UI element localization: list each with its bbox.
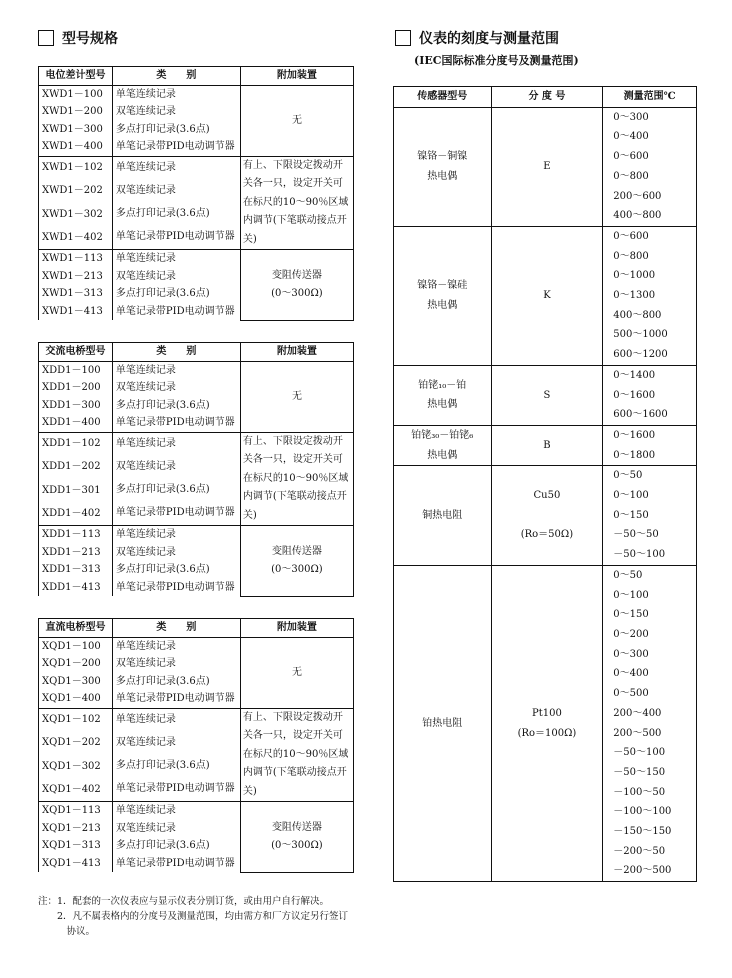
- graduation-text: [494, 506, 601, 526]
- table-row: [39, 85, 354, 103]
- model-cell: XWD1－413: [39, 303, 113, 321]
- attachment-cell: [240, 637, 353, 708]
- range-cell: 200～600: [603, 187, 697, 207]
- range-cell: 0～800: [603, 247, 697, 267]
- measurement-range-table: [393, 86, 697, 882]
- range-cell: 400～800: [603, 306, 697, 326]
- category-cell: 单笔连续记录: [112, 156, 240, 180]
- category-cell: 单笔记录带PID电动调节器: [112, 226, 240, 250]
- model-cell: XDD1－200: [39, 379, 113, 397]
- range-cell: －50～100: [603, 545, 697, 565]
- range-cell: 200～500: [603, 724, 697, 744]
- category-cell: 单笔记录带PID电动调节器: [112, 303, 240, 321]
- table-row: [39, 802, 354, 820]
- model-cell: XQD1－302: [39, 755, 113, 778]
- model-cell: XQD1－413: [39, 855, 113, 873]
- range-cell: 0～100: [603, 586, 697, 606]
- range-cell: 600～1200: [603, 345, 697, 365]
- model-cell: XDD1－102: [39, 432, 113, 456]
- table-header-cell: 附加装置: [240, 619, 353, 638]
- graduation-text: Cu50: [533, 490, 561, 502]
- right-title-text: 仪表的刻度与测量范围: [419, 31, 559, 47]
- table-row: [394, 425, 697, 445]
- category-cell: 双笔连续记录: [112, 655, 240, 673]
- sensor-text: 铂铑₃₀－铂铑₆: [411, 429, 474, 441]
- category-cell: 单笔连续记录: [112, 432, 240, 456]
- table-header-cell: 附加装置: [240, 67, 353, 86]
- range-cell: 0～1600: [603, 386, 697, 406]
- table-header-cell: 类 别: [112, 67, 240, 86]
- range-cell: 0～1800: [603, 446, 697, 466]
- category-cell: 单笔连续记录: [112, 361, 240, 379]
- sensor-cell: [394, 226, 492, 365]
- range-cell: －200～500: [603, 861, 697, 881]
- note-line: 2．凡不属表格内的分度号及测量范围，均由需方和厂方议定另行签订: [38, 911, 349, 922]
- sensor-text: 铂热电阻: [422, 717, 463, 729]
- attachment-cell: [240, 85, 353, 156]
- model-cell: XWD1－313: [39, 285, 113, 303]
- sensor-text: 铜热电阻: [422, 509, 463, 521]
- table-header-cell: 分 度 号: [491, 87, 603, 108]
- checkbox-square-icon: [38, 30, 54, 46]
- footnotes: [38, 894, 348, 939]
- category-cell: 单笔连续记录: [112, 802, 240, 820]
- category-cell: 双笔连续记录: [112, 456, 240, 479]
- category-cell: 双笔连续记录: [112, 103, 240, 121]
- sensor-cell: [394, 565, 492, 881]
- attachment-cell: [240, 361, 353, 432]
- attachment-text: 变阻传送器: [271, 821, 322, 833]
- category-cell: 多点打印记录(3.6点): [112, 837, 240, 855]
- range-cell: －100～50: [603, 783, 697, 803]
- category-cell: 双笔连续记录: [112, 544, 240, 562]
- graduation-cell: [491, 565, 603, 881]
- model-cell: XDD1－202: [39, 456, 113, 479]
- model-cell: XDD1－413: [39, 579, 113, 597]
- model-cell: XWD1－402: [39, 226, 113, 250]
- range-cell: 0～600: [603, 147, 697, 167]
- attachment-text: (0～300Ω): [271, 839, 323, 851]
- graduation-text: E: [543, 160, 551, 172]
- attachment-text: (0～300Ω): [271, 563, 323, 575]
- sensor-cell: [394, 425, 492, 465]
- category-cell: 双笔连续记录: [112, 379, 240, 397]
- table-row: [394, 466, 697, 486]
- range-cell: 0～150: [603, 506, 697, 526]
- table-header-cell: 类 别: [112, 343, 240, 362]
- sensor-text: 热电偶: [427, 449, 458, 461]
- range-cell: －150～150: [603, 822, 697, 842]
- category-cell: 多点打印记录(3.6点): [112, 673, 240, 691]
- range-cell: 0～400: [603, 127, 697, 147]
- model-cell: XQD1－100: [39, 637, 113, 655]
- model-cell: XQD1－400: [39, 690, 113, 708]
- attachment-text: 有上、下限设定拨动开关各一只，设定开关可在标尺的10～90％区域内调节(下笔联动接点开关): [242, 711, 349, 797]
- table-row: [39, 637, 354, 655]
- graduation-cell: [491, 425, 603, 465]
- table-row: [394, 565, 697, 585]
- left-title-text: 型号规格: [62, 31, 118, 47]
- graduation-text: Pt100: [532, 707, 562, 719]
- graduation-text: K: [543, 290, 551, 302]
- model-cell: XWD1－102: [39, 156, 113, 180]
- model-cell: XDD1－113: [39, 526, 113, 544]
- category-cell: 多点打印记录(3.6点): [112, 121, 240, 139]
- category-cell: 单笔连续记录: [112, 526, 240, 544]
- category-cell: 单笔连续记录: [112, 85, 240, 103]
- category-cell: 多点打印记录(3.6点): [112, 203, 240, 226]
- range-cell: 0～800: [603, 167, 697, 187]
- model-cell: XWD1－100: [39, 85, 113, 103]
- attachment-text: 无: [291, 666, 302, 678]
- model-spec-table: [38, 66, 354, 321]
- attachment-text: 变阻传送器: [271, 545, 322, 557]
- model-cell: XWD1－300: [39, 121, 113, 139]
- model-cell: XDD1－402: [39, 502, 113, 526]
- model-cell: XQD1－200: [39, 655, 113, 673]
- sensor-cell: [394, 107, 492, 226]
- model-cell: XDD1－300: [39, 397, 113, 415]
- table-row: [394, 226, 697, 246]
- sensor-text: 铂铑₁₀－铂: [418, 379, 467, 391]
- attachment-text: 有上、下限设定拨动开关各一只，设定开关可在标尺的10～90％区域内调节(下笔联动接点开关): [242, 159, 349, 245]
- model-cell: XWD1－400: [39, 138, 113, 156]
- range-cell: 0～300: [603, 645, 697, 665]
- category-cell: 多点打印记录(3.6点): [112, 561, 240, 579]
- model-cell: XDD1－213: [39, 544, 113, 562]
- table-header-cell: 类 别: [112, 619, 240, 638]
- attachment-cell: [240, 708, 353, 802]
- range-cell: 0～300: [603, 107, 697, 127]
- model-spec-table: [38, 618, 354, 873]
- model-cell: XDD1－301: [39, 479, 113, 502]
- model-cell: XDD1－400: [39, 414, 113, 432]
- graduation-cell: [491, 365, 603, 425]
- model-cell: XWD1－200: [39, 103, 113, 121]
- sensor-text: 镍铬－镍硅: [417, 280, 468, 292]
- range-cell: 0～600: [603, 226, 697, 246]
- sensor-cell: [394, 365, 492, 425]
- table-row: [394, 107, 697, 127]
- category-cell: 多点打印记录(3.6点): [112, 285, 240, 303]
- checkbox-square-icon: [395, 30, 411, 46]
- table-header-cell: 传感器型号: [394, 87, 492, 108]
- table-row: [39, 526, 354, 544]
- model-cell: XDD1－313: [39, 561, 113, 579]
- model-cell: XQD1－102: [39, 708, 113, 732]
- category-cell: 单笔记录带PID电动调节器: [112, 138, 240, 156]
- range-cell: 0～150: [603, 605, 697, 625]
- range-cell: 0～1600: [603, 425, 697, 445]
- table-row: [39, 432, 354, 456]
- model-spec-table: [38, 342, 354, 597]
- table-header-cell: 电位差计型号: [39, 67, 113, 86]
- model-cell: XQD1－402: [39, 778, 113, 802]
- table-row: [39, 156, 354, 180]
- sensor-cell: [394, 466, 492, 566]
- sensor-text: 热电偶: [427, 399, 458, 411]
- range-cell: －100～100: [603, 802, 697, 822]
- attachment-text: 变阻传送器: [271, 269, 322, 281]
- graduation-text: (Ro＝50Ω): [520, 529, 574, 541]
- sensor-text: 热电偶: [427, 299, 458, 311]
- range-cell: 0～400: [603, 664, 697, 684]
- category-cell: 单笔记录带PID电动调节器: [112, 855, 240, 873]
- range-cell: 0～1400: [603, 365, 697, 385]
- range-cell: 400～800: [603, 206, 697, 226]
- sensor-text: 镍铬－铜镍: [417, 151, 468, 163]
- table-row: [39, 708, 354, 732]
- attachment-cell: [240, 250, 353, 321]
- category-cell: 单笔记录带PID电动调节器: [112, 690, 240, 708]
- note-line: 协议。: [38, 926, 96, 937]
- range-cell: －50～150: [603, 763, 697, 783]
- right-section-title: [395, 28, 559, 48]
- range-cell: －50～50: [603, 525, 697, 545]
- left-section-title: [38, 28, 118, 48]
- category-cell: 单笔连续记录: [112, 708, 240, 732]
- category-cell: 单笔记录带PID电动调节器: [112, 579, 240, 597]
- category-cell: 多点打印记录(3.6点): [112, 397, 240, 415]
- graduation-cell: [491, 466, 603, 566]
- sensor-text: 热电偶: [427, 170, 458, 182]
- range-cell: 0～100: [603, 486, 697, 506]
- range-cell: 600～1600: [603, 405, 697, 425]
- category-cell: 多点打印记录(3.6点): [112, 755, 240, 778]
- attachment-text: 有上、下限设定拨动开关各一只，设定开关可在标尺的10～90％区域内调节(下笔联动接点开关): [242, 435, 349, 521]
- table-header-cell: 附加装置: [240, 343, 353, 362]
- graduation-text: (Ro＝100Ω): [517, 727, 577, 739]
- model-cell: XWD1－202: [39, 180, 113, 203]
- note-line: 注：1．配套的一次仪表应与显示仪表分别订货，或由用户自行解决。: [38, 896, 330, 907]
- range-cell: 0～50: [603, 466, 697, 486]
- table-row: [39, 250, 354, 268]
- graduation-cell: [491, 226, 603, 365]
- graduation-text: S: [543, 389, 551, 401]
- range-cell: 0～50: [603, 565, 697, 585]
- category-cell: 双笔连续记录: [112, 180, 240, 203]
- graduation-cell: [491, 107, 603, 226]
- category-cell: 单笔连续记录: [112, 637, 240, 655]
- range-cell: 0～1300: [603, 286, 697, 306]
- attachment-text: (0～300Ω): [271, 287, 323, 299]
- right-subtitle: (IEC国际标准分度号及测量范围): [414, 54, 579, 67]
- range-cell: 200～400: [603, 704, 697, 724]
- range-cell: －200～50: [603, 842, 697, 862]
- category-cell: 双笔连续记录: [112, 732, 240, 755]
- model-cell: XWD1－302: [39, 203, 113, 226]
- model-cell: XQD1－113: [39, 802, 113, 820]
- range-cell: 500～1000: [603, 325, 697, 345]
- category-cell: 单笔记录带PID电动调节器: [112, 502, 240, 526]
- table-row: [394, 365, 697, 385]
- table-row: [39, 361, 354, 379]
- attachment-cell: [240, 432, 353, 526]
- table-header-cell: 测量范围℃: [603, 87, 697, 108]
- model-cell: XQD1－313: [39, 837, 113, 855]
- model-cell: XDD1－100: [39, 361, 113, 379]
- range-cell: －50～100: [603, 743, 697, 763]
- range-cell: 0～200: [603, 625, 697, 645]
- category-cell: 单笔连续记录: [112, 250, 240, 268]
- table-header-cell: 交流电桥型号: [39, 343, 113, 362]
- attachment-cell: [240, 156, 353, 250]
- category-cell: 双笔连续记录: [112, 820, 240, 838]
- category-cell: 单笔记录带PID电动调节器: [112, 778, 240, 802]
- category-cell: 双笔连续记录: [112, 268, 240, 286]
- graduation-text: B: [543, 439, 551, 451]
- category-cell: 单笔记录带PID电动调节器: [112, 414, 240, 432]
- attachment-text: 无: [291, 114, 302, 126]
- model-cell: XWD1－113: [39, 250, 113, 268]
- attachment-cell: [240, 802, 353, 873]
- range-cell: 0～500: [603, 684, 697, 704]
- model-cell: XWD1－213: [39, 268, 113, 286]
- model-cell: XQD1－202: [39, 732, 113, 755]
- model-cell: XQD1－300: [39, 673, 113, 691]
- category-cell: 多点打印记录(3.6点): [112, 479, 240, 502]
- model-cell: XQD1－213: [39, 820, 113, 838]
- attachment-text: 无: [291, 390, 302, 402]
- table-header-cell: 直流电桥型号: [39, 619, 113, 638]
- range-cell: 0～1000: [603, 266, 697, 286]
- attachment-cell: [240, 526, 353, 597]
